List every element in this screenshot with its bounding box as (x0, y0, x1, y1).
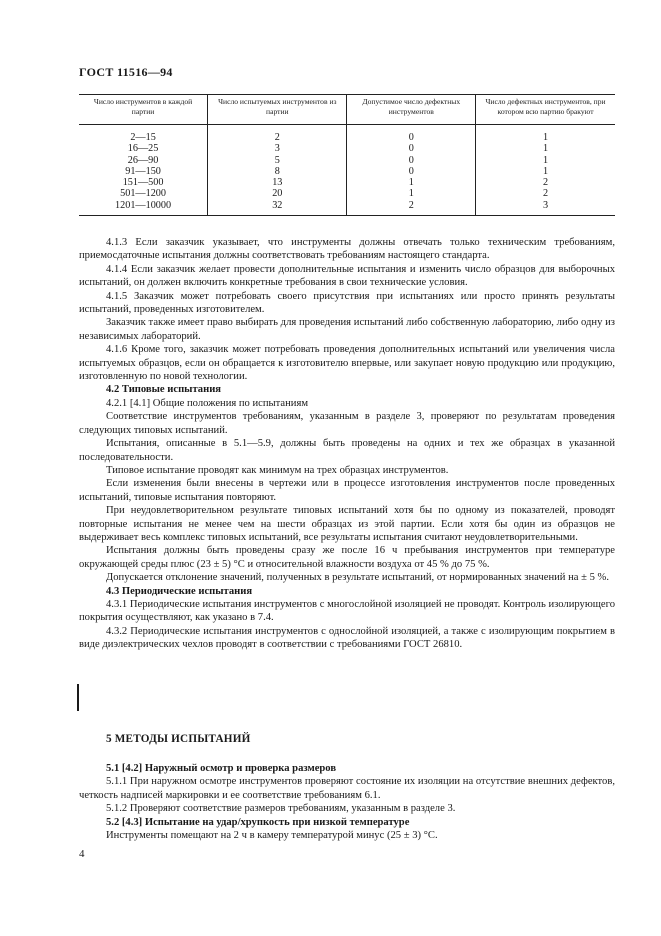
paragraph-4-2-1-c: Типовое испытание проводят как минимум на трех образцах инструментов. (106, 464, 449, 476)
table-cell: 1 (476, 125, 615, 144)
table-row (79, 166, 615, 177)
page-number: 4 (79, 848, 85, 860)
table-cell: 0 (347, 155, 476, 166)
table-cell: 5 (208, 155, 347, 166)
paragraph-4-1-5-lab: Заказчик также имеет право выбирать для проведения испытаний либо собственную лабораторию, либо одну из независимых лабораторий. (79, 317, 615, 342)
table-row (79, 200, 615, 216)
table-cell: 2 (208, 125, 347, 144)
table-cell: 2 (476, 177, 615, 188)
table-row (79, 177, 615, 188)
table-cell: 26—90 (127, 154, 159, 166)
paragraph-4-3-2: 4.3.2 Периодические испытания инструментов с однослойной изоляцией, а также с изолирующим покрытием в виде диэлектрических чехлов проводят в соответствии с требованиями ГОСТ 26810. (79, 625, 615, 651)
table-cell: 1 (476, 155, 615, 166)
paragraph-4-1-5: 4.1.5 Заказчик может потребовать своего присутствия при испытаниях или просто принять результаты испытаний, проведенных изготовителем. (79, 290, 615, 316)
revision-change-bar (77, 684, 79, 711)
paragraph-4-1-4: 4.1.4 Если заказчик желает провести дополнительные испытания и изменить число образцов для выборочных испытаний, он должен включить конкретные требования в свои технические условия. (79, 263, 615, 289)
table-cell: 0 (347, 125, 476, 144)
table-cell: 1 (476, 143, 615, 154)
section-5-text (79, 762, 615, 842)
paragraph-4-2-1-f: Испытания должны быть проведены сразу же после 16 ч пребывания инструментов при температуре окружающей среды плюс (23 ± 5) °С и относительной влажности воздуха от 45 % до 75 %. (79, 545, 615, 570)
table-cell: 2—15 (130, 132, 156, 143)
table-cell: 1 (476, 166, 615, 177)
table-row (79, 125, 615, 144)
section-4-text (79, 236, 615, 652)
paragraph-4-3-1: 4.3.1 Периодические испытания инструментов с многослойной изоляцией не проводят. Контроль изолирующего покрытия осуществляют, как указано в 7.4. (79, 598, 615, 624)
heading-4-3: 4.3 Периодические испытания (106, 585, 253, 597)
table-cell: 151—500 (122, 177, 164, 189)
heading-4-2: 4.2 Типовые испытания (106, 384, 222, 396)
table-cell: 13 (208, 177, 347, 188)
column-header-lot-size: Число инструментов в каждой партии (79, 95, 208, 125)
paragraph-5-1-2: 5.1.2 Проверяют соответствие размеров требованиям, указанным в разделе 3. (106, 803, 456, 815)
table-cell: 3 (208, 143, 347, 154)
sampling-table (79, 94, 615, 216)
table-cell: 2 (476, 188, 615, 199)
paragraph-4-2-1-g: Допускается отклонение значений, полученных в результате испытаний, от нормированных значений на ± 5 %. (106, 572, 610, 584)
column-header-allowed-defects: Допустимое число дефектных инструментов (347, 95, 476, 125)
heading-5-2: 5.2 [4.3] Испытание на удар/хрупкость при низкой температуре (106, 816, 410, 828)
column-header-sample-size: Число испытуемых инструментов из партии (208, 95, 347, 125)
heading-5-1: 5.1 [4.2] Наружный осмотр и проверка размеров (106, 763, 337, 774)
paragraph-4-2-1-a: Соответствие инструментов требованиям, указанным в разделе 3, проверяют по результатам проведения следующих типовых испытаний. (79, 411, 615, 436)
table-cell: 1 (347, 188, 476, 199)
paragraph-4-2-1-d: Если изменения были внесены в чертежи или в процессе изготовления инструментов после проведенных испытаний, типовые испытания повторяют. (79, 478, 615, 503)
table-row (79, 188, 615, 199)
table-cell: 8 (208, 166, 347, 177)
paragraph-4-2-1-b: Испытания, описанные в 5.1—5.9, должны быть проведены на одних и тех же образцах в указанной последовательности. (79, 438, 615, 463)
table-cell: 2 (347, 200, 476, 216)
table-cell: 501—1200 (120, 188, 166, 200)
section-5-heading: 5 МЕТОДЫ ИСПЫТАНИЙ (106, 733, 251, 745)
column-header-reject-defects: Число дефектных инструментов, при котором всю партию бракуют (476, 95, 615, 125)
table-row (79, 155, 615, 166)
paragraph-4-2-1-e: При неудовлетворительном результате типовых испытаний хотя бы по одному из показателей, проводят повторные испытания не менее чем на шести образцах из этой партии. Если хотя бы один из образцов не выдерживает весь комплекс типовых испытаний, все результаты испытания считают неудовлетворительными. (79, 505, 615, 543)
paragraph-5-1-1: 5.1.1 При наружном осмотре инструментов проверяют состояние их изоляции на отсутствие внешних дефектов, четкость надписей маркировки и ее соответствие требованиям 6.1. (79, 776, 615, 801)
table-cell: 1201—10000 (79, 200, 208, 216)
table-cell: 0 (347, 143, 476, 154)
table-cell: 16—25 (127, 143, 159, 155)
table-cell: 32 (208, 200, 347, 216)
paragraph-4-2-1: 4.2.1 [4.1] Общие положения по испытаниям (106, 397, 309, 409)
table-cell: 1 (347, 177, 476, 188)
table-cell: 91—150 (125, 165, 161, 177)
table-cell: 0 (347, 166, 476, 177)
table-cell: 20 (208, 188, 347, 199)
standard-header: ГОСТ 11516—94 (79, 65, 173, 79)
paragraph-4-1-6: 4.1.6 Кроме того, заказчик может потребовать проведения дополнительных испытаний или увеличения числа испытуемых образцов, если он обращается к изготовителю впервые, или закупает новую продукцию или продукцию, изготовленную по новой технологии. (79, 344, 615, 383)
paragraph-4-1-3: 4.1.3 Если заказчик указывает, что инструменты должны отвечать только техническим требованиям, приемосдаточные испытания должны соответствовать требованиям настоящего стандарта. (79, 237, 615, 262)
paragraph-5-2-a: Инструменты помещают на 2 ч в камеру температурой минус (25 ± 3) °С. (106, 830, 438, 842)
table-cell: 3 (476, 200, 615, 216)
table-row (79, 143, 615, 154)
